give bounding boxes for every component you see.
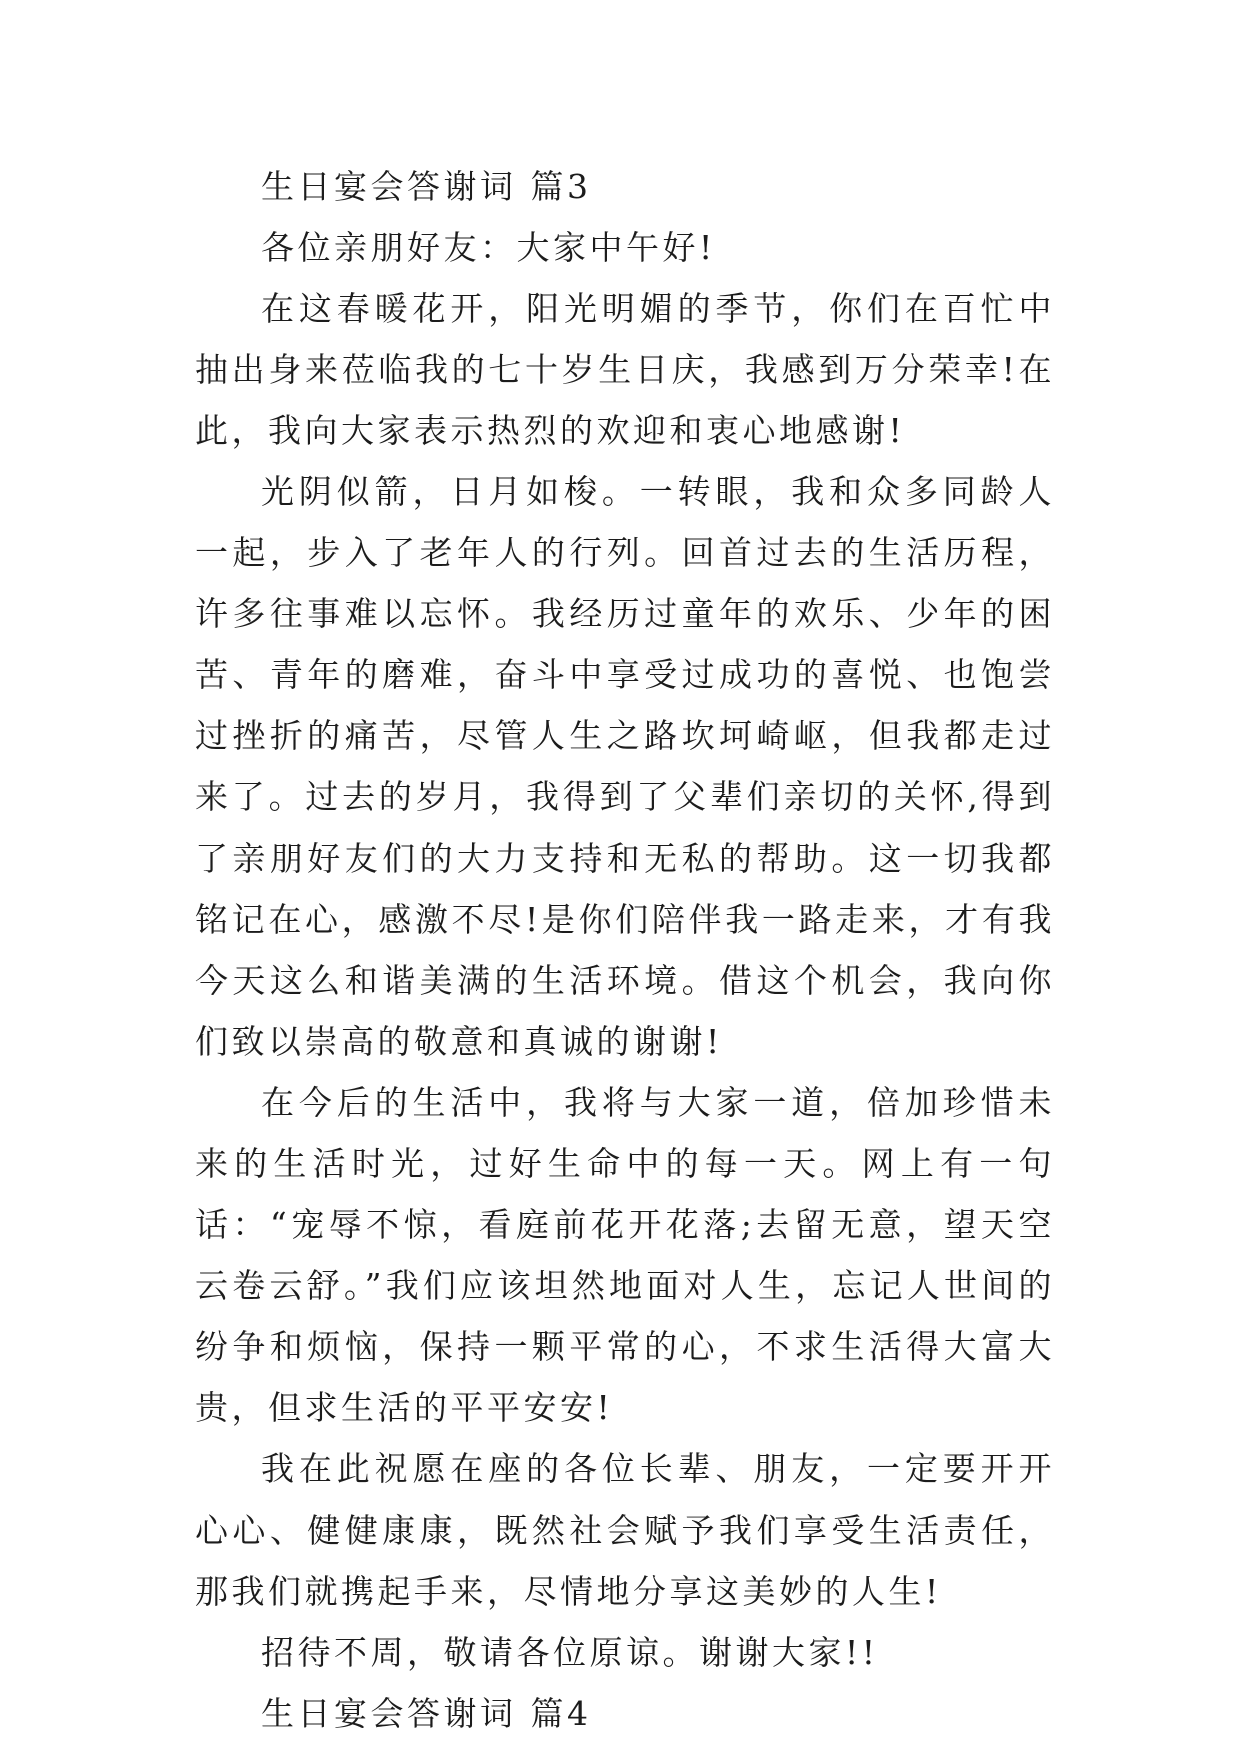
reflection-paragraph: 光阴似箭，日月如梭。一转眼，我和众多同龄人一起，步入了老年人的行列。回首过去的生活历程，许多往事难以忘怀。我经历过童年的欢乐、少年的困苦、青年的磨难，奋斗中享受过成功的喜悦、也饱尝过挫折的痛苦，尽管人生之路坎坷崎岖，但我都走过来了。过去的岁月，我得到了父辈们亲切的关怀,得到了亲朋好友们的大力支持和无私的帮助。这一切我都铭记在心，感激不尽!是你们陪伴我一路走来，才有我今天这么和谐美满的生活环境。借这个机会，我向你们致以崇高的敬意和真诚的谢谢! [195, 471, 1055, 1061]
greeting-paragraph: 各位亲朋好友：大家中午好! [261, 227, 716, 267]
blessing-paragraph: 我在此祝愿在座的各位长辈、朋友，一定要开开心心、健健康康，既然社会赋予我们享受生活责任，那我们就携起手来，尽情地分享这美妙的人生! [195, 1449, 1055, 1611]
future-paragraph: 在今后的生活中，我将与大家一道，倍加珍惜未来的生活时光，过好生命中的每一天。网上有一句话：“宠辱不惊，看庭前花开花落;去留无意，望天空云卷云舒。”我们应该坦然地面对人生，忘记人世间的纷争和烦恼，保持一颗平常的心，不求生活得大富大贵，但求生活的平平安安! [195, 1082, 1055, 1428]
section-heading-3: 生日宴会答谢词 篇3 [261, 166, 592, 206]
document-body [195, 156, 1055, 1744]
closing-paragraph: 招待不周，敬请各位原谅。谢谢大家!! [261, 1632, 879, 1672]
section-heading-4: 生日宴会答谢词 篇4 [261, 1693, 592, 1733]
welcome-paragraph: 在这春暖花开，阳光明媚的季节，你们在百忙中抽出身来莅临我的七十岁生日庆，我感到万分荣幸!在此，我向大家表示热烈的欢迎和衷心地感谢! [195, 288, 1055, 450]
